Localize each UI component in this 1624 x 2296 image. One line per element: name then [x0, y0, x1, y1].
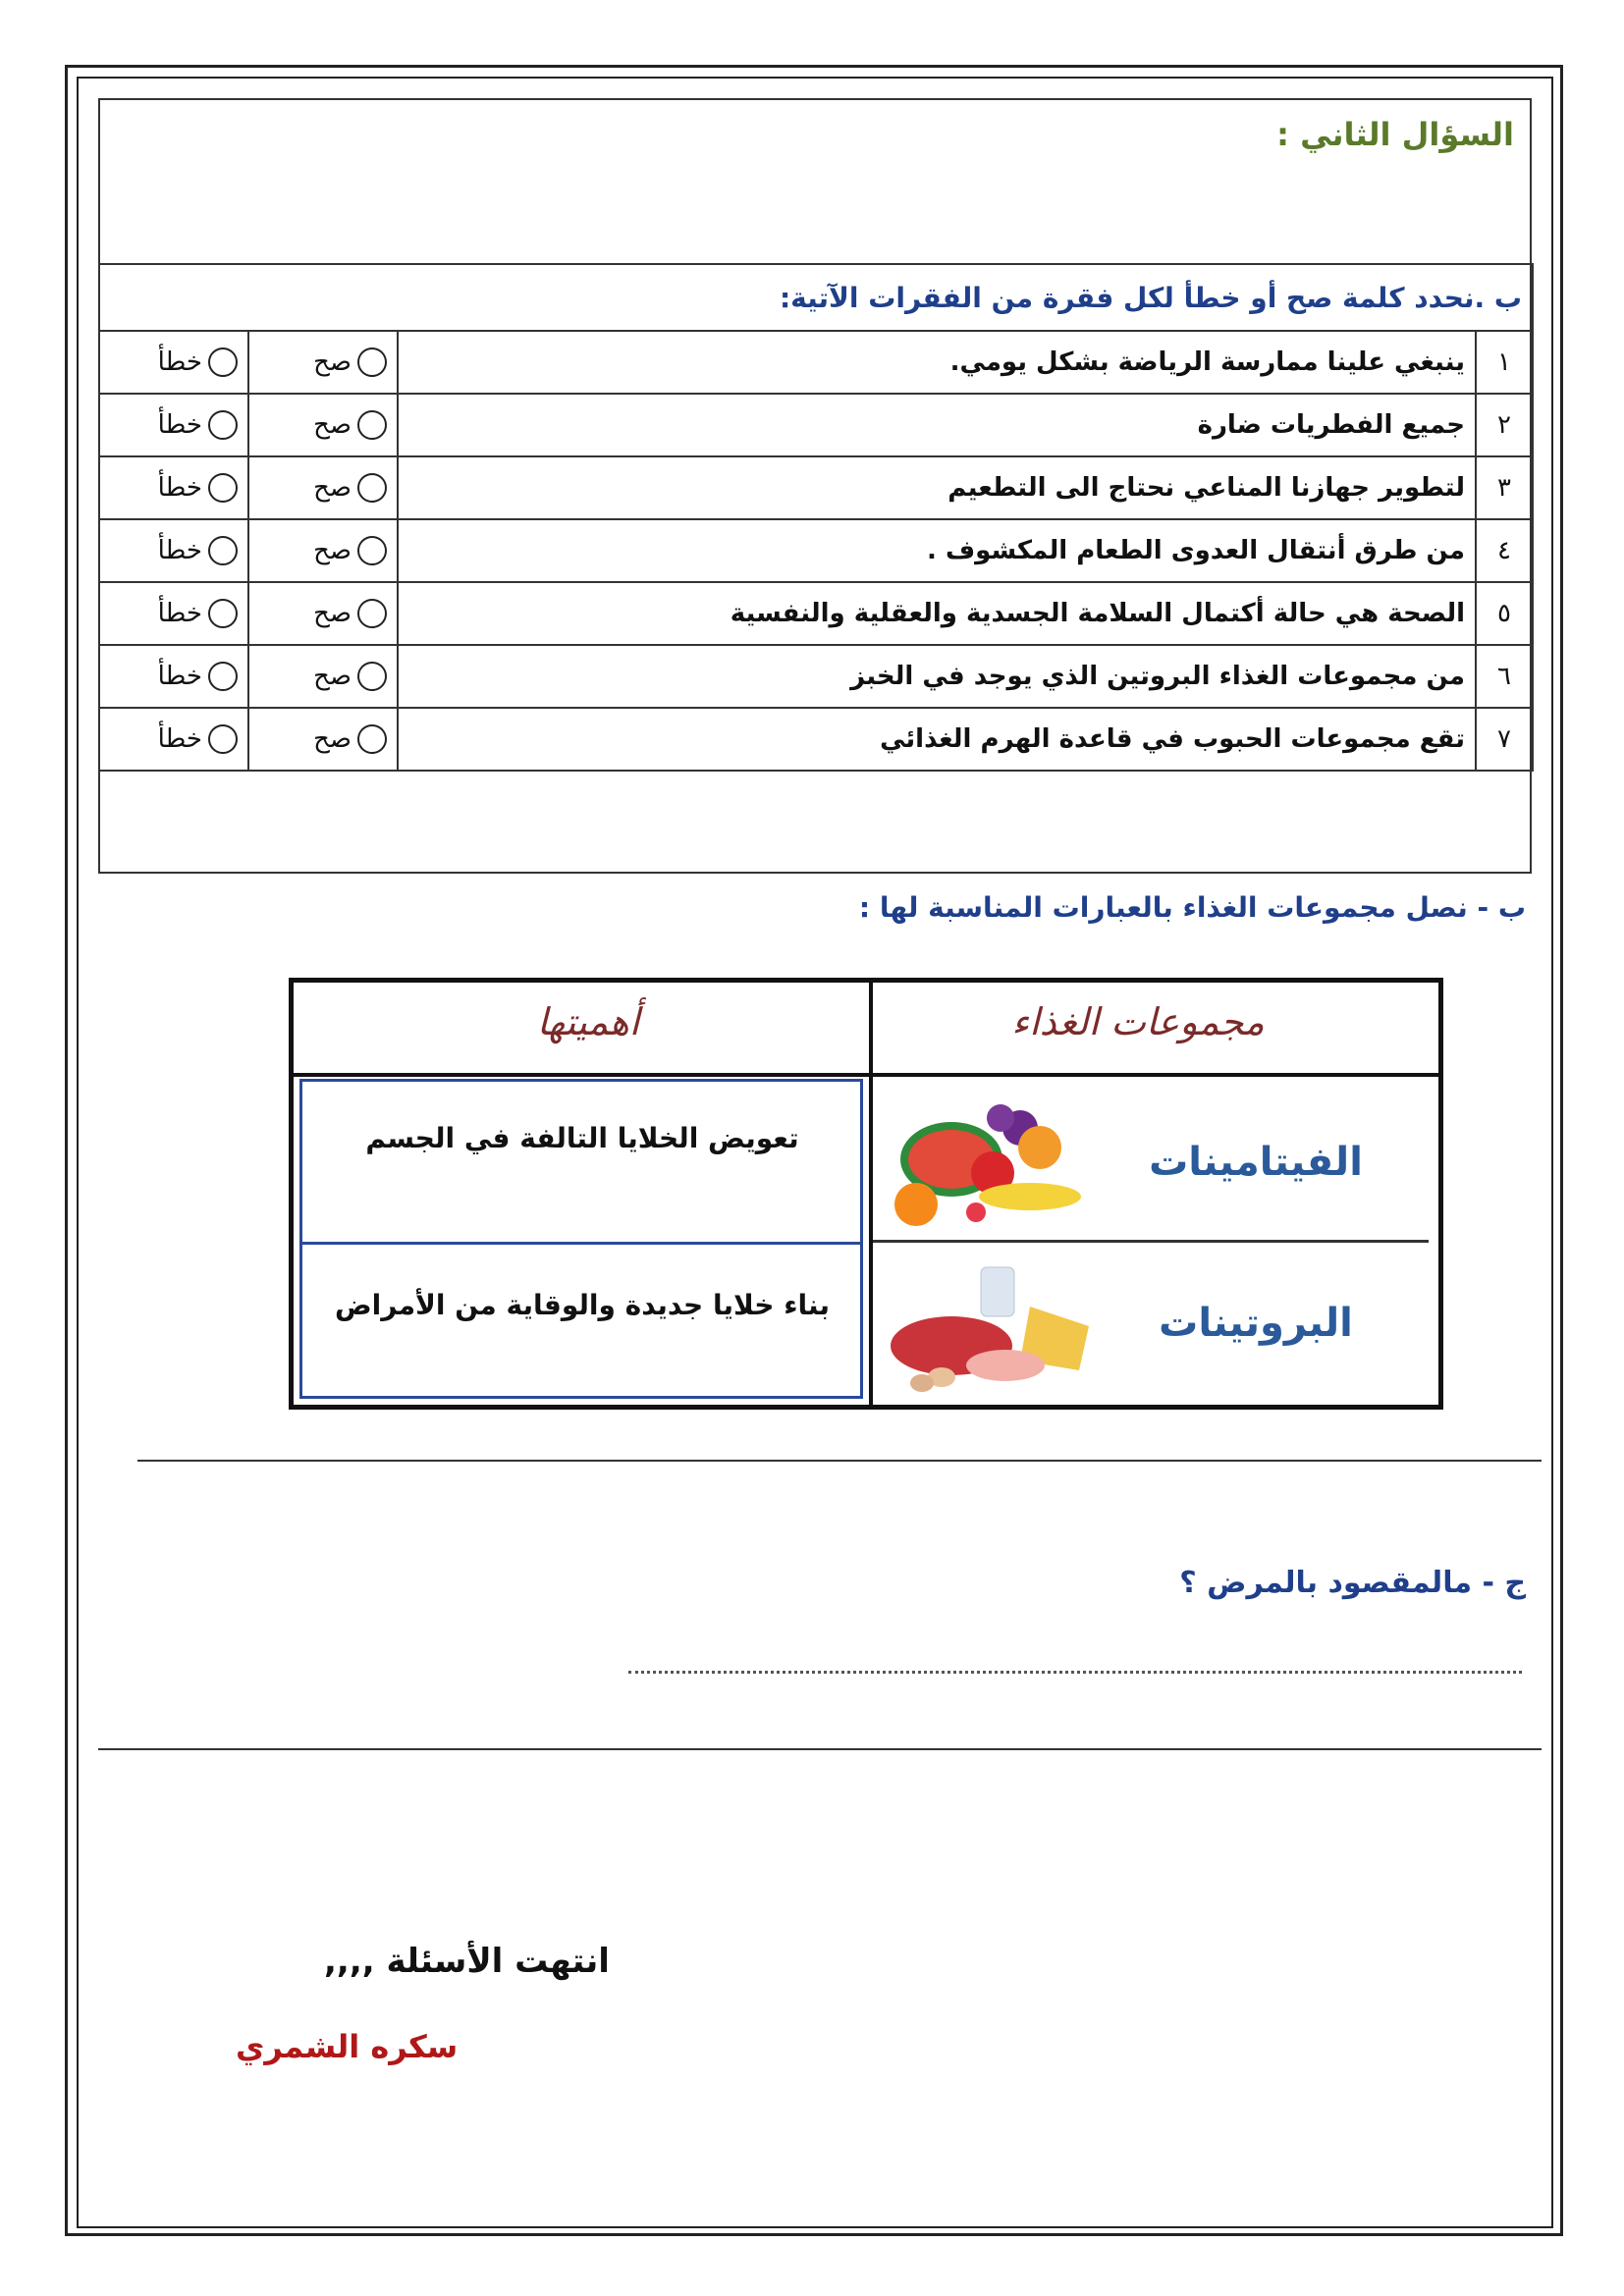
header-food-groups: مجموعات الغذاء	[1011, 1000, 1265, 1043]
true-radio-icon[interactable]	[357, 473, 387, 503]
true-radio-icon[interactable]	[357, 410, 387, 440]
tf-row	[99, 456, 1533, 519]
banana	[979, 1183, 1081, 1210]
tf-statement: ينبغي علينا ممارسة الرياضة بشكل يومي.	[398, 331, 1476, 394]
true-option[interactable]	[248, 331, 398, 394]
table-divider-header	[294, 1073, 1438, 1077]
true-label: صح	[313, 723, 352, 754]
egg-2	[910, 1374, 934, 1392]
tf-row	[99, 708, 1533, 771]
true-label: صح	[313, 598, 352, 628]
tf-statement: جميع الفطريات ضارة	[398, 394, 1476, 456]
false-option[interactable]	[99, 394, 248, 456]
false-label: خطأ	[157, 347, 202, 377]
tf-statement: من مجموعات الغذاء البروتين الذي يوجد في الخبز	[398, 645, 1476, 708]
false-option[interactable]	[99, 519, 248, 582]
false-label: خطأ	[157, 661, 202, 691]
separator-line-1	[137, 1460, 1542, 1462]
orange-slice	[894, 1183, 938, 1226]
answer-dotted-line[interactable]	[628, 1651, 1522, 1674]
true-label: صح	[313, 472, 352, 503]
group-vitamins: الفيتامينات	[1149, 1140, 1363, 1185]
tf-row-number: ٦	[1476, 645, 1533, 708]
tf-row-number: ٥	[1476, 582, 1533, 645]
tf-row	[99, 394, 1533, 456]
question-c: ج - مالمقصود بالمرض ؟	[1179, 1566, 1526, 1600]
true-label: صح	[313, 535, 352, 565]
grapes-2	[987, 1104, 1014, 1132]
end-of-questions: انتهت الأسئلة ,,,,	[324, 1942, 610, 1981]
false-radio-icon[interactable]	[208, 724, 238, 754]
tf-row-number: ١	[1476, 331, 1533, 394]
false-radio-icon[interactable]	[208, 662, 238, 691]
food-groups-table	[289, 978, 1443, 1410]
false-label: خطأ	[157, 598, 202, 628]
true-radio-icon[interactable]	[357, 599, 387, 628]
true-label: صح	[313, 409, 352, 440]
question-two-title: السؤال الثاني :	[1276, 116, 1514, 153]
tf-row-number: ٣	[1476, 456, 1533, 519]
true-option[interactable]	[248, 456, 398, 519]
header-importance: أهميتها	[536, 1000, 640, 1043]
tf-row-number: ٢	[1476, 394, 1533, 456]
tf-statement: لتطوير جهازنا المناعي نحتاج الى التطعيم	[398, 456, 1476, 519]
false-option[interactable]	[99, 331, 248, 394]
true-option[interactable]	[248, 582, 398, 645]
false-radio-icon[interactable]	[208, 410, 238, 440]
true-option[interactable]	[248, 708, 398, 771]
true-false-table	[98, 263, 1534, 772]
false-label: خطأ	[157, 472, 202, 503]
tf-row	[99, 519, 1533, 582]
true-option[interactable]	[248, 394, 398, 456]
tf-statement: الصحة هي حالة أكتمال السلامة الجسدية والعقلية والنفسية	[398, 582, 1476, 645]
false-radio-icon[interactable]	[208, 473, 238, 503]
true-option[interactable]	[248, 645, 398, 708]
true-radio-icon[interactable]	[357, 662, 387, 691]
proteins-image	[883, 1257, 1099, 1395]
true-option[interactable]	[248, 519, 398, 582]
table-divider-vertical	[869, 983, 873, 1405]
tf-statement: تقع مجموعات الحبوب في قاعدة الهرم الغذائي	[398, 708, 1476, 771]
false-label: خطأ	[157, 535, 202, 565]
matching-instruction: ب - نصل مجموعات الغذاء بالعبارات المناسبة لها :	[858, 891, 1526, 924]
tf-row-number: ٤	[1476, 519, 1533, 582]
false-radio-icon[interactable]	[208, 347, 238, 377]
tf-statement: من طرق أنتقال العدوى الطعام المكشوف .	[398, 519, 1476, 582]
orange	[1018, 1126, 1061, 1169]
false-option[interactable]	[99, 456, 248, 519]
table-divider-rows	[873, 1240, 1429, 1243]
tf-row	[99, 582, 1533, 645]
tf-row	[99, 645, 1533, 708]
true-radio-icon[interactable]	[357, 536, 387, 565]
tf-row	[99, 331, 1533, 394]
false-radio-icon[interactable]	[208, 599, 238, 628]
true-false-instruction: ب .نحدد كلمة صح أو خطأ لكل فقرة من الفقرات الآتية:	[99, 264, 1533, 331]
importance-divider	[299, 1242, 863, 1245]
fish-fillet	[966, 1350, 1045, 1381]
fruits-image	[883, 1089, 1099, 1236]
false-label: خطأ	[157, 409, 202, 440]
strawberry	[966, 1202, 986, 1222]
group-proteins: البروتينات	[1159, 1301, 1353, 1346]
teacher-name: سكره الشمري	[236, 2028, 459, 2065]
true-radio-icon[interactable]	[357, 724, 387, 754]
false-option[interactable]	[99, 582, 248, 645]
false-option[interactable]	[99, 645, 248, 708]
importance-answer-2: بناء خلايا جديدة والوقاية من الأمراض	[335, 1289, 830, 1321]
true-radio-icon[interactable]	[357, 347, 387, 377]
milk-glass	[981, 1267, 1014, 1316]
false-option[interactable]	[99, 708, 248, 771]
true-label: صح	[313, 347, 352, 377]
false-radio-icon[interactable]	[208, 536, 238, 565]
false-label: خطأ	[157, 723, 202, 754]
true-label: صح	[313, 661, 352, 691]
tf-row-number: ٧	[1476, 708, 1533, 771]
separator-line-2	[98, 1748, 1542, 1750]
importance-answer-1: تعويض الخلايا التالفة في الجسم	[365, 1122, 799, 1154]
